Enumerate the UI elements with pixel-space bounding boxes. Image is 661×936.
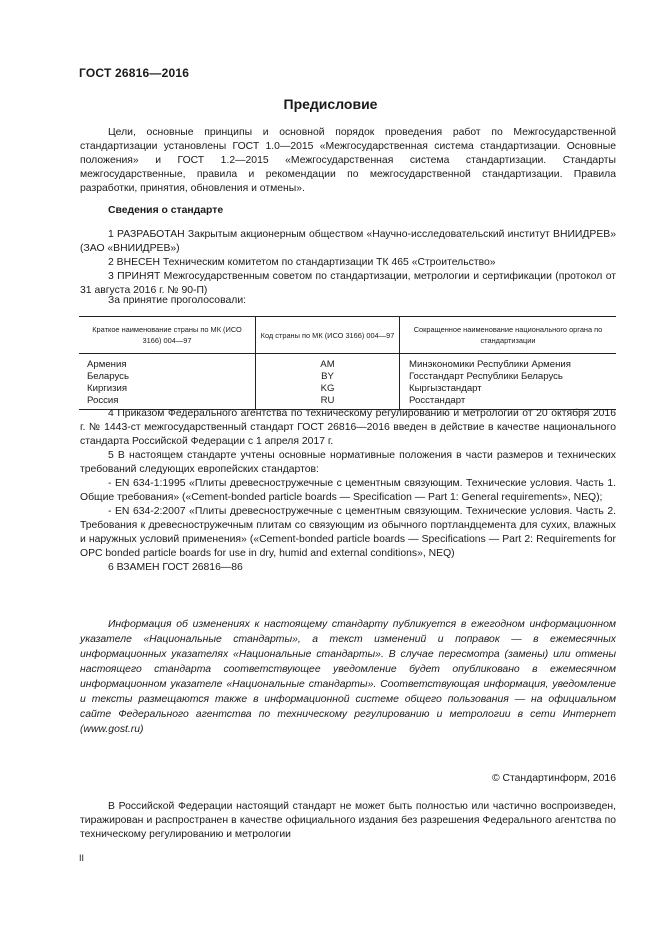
country-cell: Россия bbox=[79, 395, 256, 410]
reference-en-634-1: - EN 634-1:1995 «Плиты древесностружечные с цементным связующим. Технические условия. Часть 1. Общие требования» («Cement-bonded particle boards — Specification — Part 1: General requirements», NEQ); bbox=[80, 478, 616, 503]
intro-paragraph: Цели, основные принципы и основной порядок проведения работ по Межгосударственной стандартизации установлены ГОСТ 1.0—2015 «Межгосударственная система стандартизации. Основные положения» и ГОСТ 1.2—2015 «Межгосударственная система стандартизации. Стандарты межгосударственные, правила и рекомендации по межгосударственной стандартизации. Правила разработки, принятия, обновления и отмены». bbox=[80, 127, 616, 194]
country-cell: Киргизия bbox=[79, 383, 256, 395]
table-row bbox=[79, 383, 616, 395]
copyright-line bbox=[492, 773, 616, 784]
standard-info-item-6: 6 ВЗАМЕН ГОСТ 26816—86 bbox=[108, 562, 243, 573]
reference-en-634-2: - EN 634-2:2007 «Плиты древесностружечные с цементным связующим. Технические условия. Часть 2. Требования к древесностружечным плитам со связующим из обычного портландцемента для сухих, влажных и наружных условий применения» («Cement-bonded particle boards — Specifications — Part 2: Requirements for OPC bonded particle boards for use in dry, humid and external conditions», NEQ) bbox=[80, 506, 616, 559]
reproduction-paragraph: В Российской Федерации настоящий стандарт не может быть полностью или частично воспроизведен, тиражирован и распространен в качестве официального издания без разрешения Федерального агентства по техническому регулированию и метрологии bbox=[80, 801, 616, 840]
vote-table-header-row bbox=[79, 317, 616, 354]
page-number: II bbox=[79, 853, 85, 863]
agency-cell: Росстандарт bbox=[400, 395, 617, 410]
code-cell: AM bbox=[256, 354, 400, 372]
copyright-text: © Стандартинформ, 2016 bbox=[491, 773, 616, 784]
standard-info-item-5: 5 В настоящем стандарте учтены основные нормативные положения в части размеров и технических требований следующих европейских стандартов: bbox=[80, 450, 616, 475]
col-header-country: Краткое наименование страны по МК (ИСО 3166) 004—97 bbox=[79, 317, 256, 354]
code-cell: BY bbox=[256, 371, 400, 383]
standard-info-item-1: 1 РАЗРАБОТАН Закрытым акционерным обществом «Научно-исследовательский институт ВНИИДРЕВ» (ЗАО «ВНИИДРЕВ») bbox=[80, 229, 616, 254]
table-row bbox=[79, 354, 616, 372]
page-title: Предисловие bbox=[283, 96, 378, 112]
standard-info-item-2: 2 ВНЕСЕН Техническим комитетом по стандартизации ТК 465 «Строительство» bbox=[108, 257, 496, 268]
standard-info-item-4: 4 Приказом Федерального агентства по техническому регулированию и метрологии от 20 октября 2016 г. № 1443-ст межгосударственный стандарт ГОСТ 26816—2016 введен в действие в качестве национального стандарта Российской Федерации с 1 апреля 2017 г. bbox=[80, 408, 616, 447]
agency-cell: Госстандарт Республики Беларусь bbox=[409, 371, 563, 382]
document-header: ГОСТ 26816—2016 bbox=[79, 66, 190, 80]
intro-section bbox=[80, 126, 616, 196]
reproduction-notice bbox=[80, 800, 616, 842]
table-row bbox=[79, 371, 616, 383]
change-info-notice bbox=[80, 617, 616, 737]
change-info-paragraph: Информация об изменениях к настоящему стандарту публикуется в ежегодном информационном указателе «Национальные стандарты», а текст изменений и поправок — в ежемесячных информационных указателях «Национальные стандарты». В случае пересмотра (замены) или отмены настоящего стандарта соответствующее уведомление будет опубликовано в ежемесячном информационном указателе «Национальные стандарты». Соответствующая информация, уведомление и тексты размещаются также в информационной системе общего пользования — на официальном сайте Федерального агентства по техническому регулированию и метрологии в сети Интернет (www.gost.ru) bbox=[80, 619, 616, 735]
standard-info-item-3: 3 ПРИНЯТ Межгосударственным советом по стандартизации, метрологии и сертификации (протокол от 31 августа 2016 г. № 90-П) bbox=[80, 271, 616, 296]
agency-cell: Кыргызстандарт bbox=[409, 383, 482, 394]
country-cell: Беларусь bbox=[79, 371, 256, 383]
vote-table bbox=[79, 316, 616, 410]
col-header-agency: Сокращенное наименование национального органа по стандартизации bbox=[400, 317, 617, 354]
code-cell: KG bbox=[256, 383, 400, 395]
agency-cell: Минэкономики Республики Армения bbox=[409, 359, 571, 370]
standard-info-items bbox=[80, 228, 616, 298]
standard-info-heading: Сведения о стандарте bbox=[108, 205, 224, 216]
country-cell: Армения bbox=[79, 354, 256, 372]
col-header-code: Код страны по МК (ИСО 3166) 004—97 bbox=[256, 317, 400, 354]
voted-caption: За принятие проголосовали: bbox=[108, 295, 247, 306]
code-cell: RU bbox=[256, 395, 400, 410]
standard-info-items-continued bbox=[80, 407, 616, 575]
